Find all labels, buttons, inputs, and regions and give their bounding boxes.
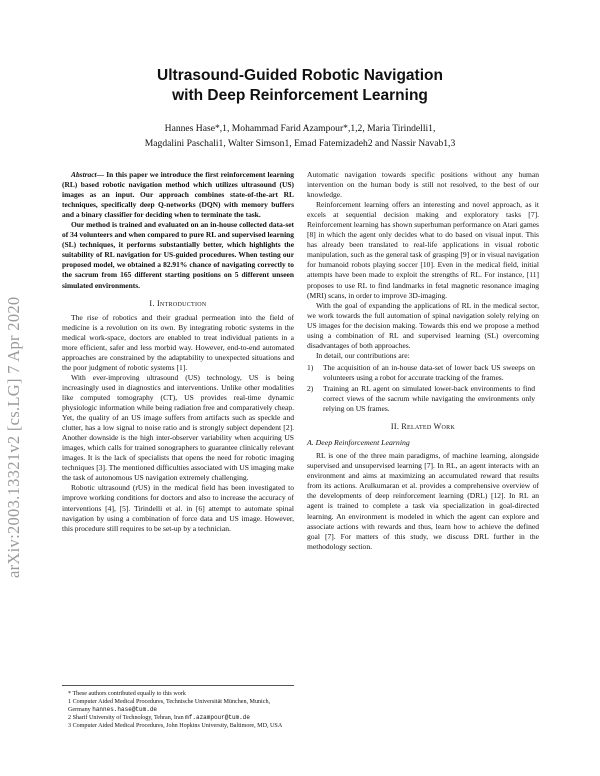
- arxiv-identifier-stamp: arXiv:2003.13321v2 [cs.LG] 7 Apr 2020: [4, 296, 23, 578]
- email-hase: hannes.hase@tum.de: [92, 706, 158, 713]
- footnotes: [62, 685, 294, 730]
- contribution-number: 1): [307, 362, 314, 372]
- contribution-number: 2): [307, 383, 314, 393]
- right-paragraph-3: With the goal of expanding the applications of RL in the medical sector, we work towards the full automation of spinal navigation solely relying on US images for the decision making. Towards this end we propose a method using a combination of RL and supervised learning (SL) overcoming disadvantages of both approaches.: [307, 300, 539, 350]
- footnote-affiliation-2-text: 2 Sharif University of Technology, Tehran, Iran: [68, 715, 184, 721]
- intro-paragraph-2: With ever-improving ultrasound (US) technology, US is being increasingly used in diagnostics and interventions. Unlike other modalities like computed tomography (CT), US provides real-time dynamic physiologic information while being radiation free and comparatively cheap. Yet, the quality of an US image suffers from artifacts such as speckle and clutter, has a low signal to noise ratio and is strongly subject dependent [2]. Another downside is the high inter-observer variability when acquiring US images, which calls for trained sonographers to guarantee clinically relevant images. It is the lack of specialists that opens the need for robotic imaging techniques [3]. The mentioned difficulties associated with US imaging make the task of autonomous US navigation extremely challenging.: [62, 372, 294, 483]
- abstract-text-1: — In this paper we introduce the first reinforcement learning (RL) based robotic navigation method which utilizes ultrasound (US) images as an input. Our approach combines state-of-the-art RL techniques, specifically deep Q-networks (DQN) with memory buffers and a binary classifier for deciding when to terminate the task.: [62, 170, 294, 220]
- authors-line-2: Magdalini Paschali1, Walter Simson1, Emad Fatemizadeh2 and Nassir Navab1,3: [144, 138, 456, 149]
- abstract-paragraph-1: [62, 170, 294, 220]
- subsection-heading-drl: A. Deep Reinforcement Learning: [307, 438, 410, 448]
- list-item: [307, 384, 539, 414]
- related-paragraph-1: RL is one of the three main paradigms, of machine learning, alongside supervised and unsupervised learning [7]. In RL, an agent interacts with an environment and aims at maximizing an accumulated reward that results from its actions. Arulkumaran et al. provides a comprehensive overview of the developments of deep reinforcement learning (DRL) [12]. In RL an agent is trained to complete a task via specialization in goal-directed learning. An environment is modeled in which the agent can explore and associate actions with rewards and thus, learn how to achieve the defined goal [7]. For matters of this study, we discuss DRL further in the methodology section.: [307, 451, 539, 551]
- email-azampour: mf.azampour@tum.de: [185, 714, 250, 721]
- footnote-affiliation-1: [62, 698, 294, 714]
- footnote-affiliation-2: [62, 714, 294, 722]
- contributions-list: [307, 363, 539, 414]
- right-column: [307, 170, 539, 552]
- footnote-affiliation-3: 3 Computer Aided Medical Procedures, John Hopkins University, Baltimore, MD, USA: [68, 723, 283, 729]
- right-paragraph-4: In detail, our contributions are:: [316, 350, 410, 360]
- title-line-1: Ultrasound-Guided Robotic Navigation: [157, 67, 443, 84]
- authors-line-1: Hannes Hase*,1, Mohammad Farid Azampour*,1,2, Maria Tirindelli1,: [164, 123, 436, 134]
- left-column: [62, 170, 294, 534]
- contribution-text: Training an RL agent on simulated lower-back environments to find correct views of the sacrum while navigating the environments only relying on US frames.: [323, 383, 535, 414]
- right-paragraph-2: Reinforcement learning offers an interesting and novel approach, as it excels at sequential decision making and exploratory tasks [7]. Reinforcement learning has shown superhuman performance on Atari games [8] in which the agent only decides what to do based on visual input. This has already been translated to real-life applications in visual robotic manipulation, such as the general task of grasping [9] or in visual navigation for humanoid robots playing soccer [10]. Even in the medical field, initial attempts have been made to exploit the strengths of RL. For instance, [11] proposes to use RL to find landmarks in fetal magnetic resonance imaging (MRI) scans, in order to improve 3D-imaging.: [307, 200, 539, 300]
- paper-title: [60, 66, 540, 106]
- section-heading-introduction: I. Introduction: [149, 298, 207, 308]
- footnote-affiliation-1-text: 1 Computer Aided Medical Procedures, Technische Universität München, Munich, Germany: [68, 699, 271, 713]
- intro-paragraph-3: Robotic ultrasound (rUS) in the medical field has been investigated to improve working conditions for doctors and also to increase the accuracy of interventions [4], [5]. Tirindelli et al. in [6] attempt to automate spinal navigation by using a combination of force data and US image. However, this procedure still requires to be set-up by a technician.: [62, 483, 294, 533]
- intro-paragraph-1: The rise of robotics and their gradual permeation into the field of medicine is a revolution on its own. By integrating robotic systems in the medical work-space, doctors are enabled to treat individual patients in a more efficient, safer and less morbid way. However, end-to-end automated approaches are constrained by the adaptability to unexpected situations and the poor judgment of robotic systems [1].: [62, 312, 294, 372]
- section-heading-related-work: II. Related Work: [390, 422, 456, 432]
- list-item: [307, 363, 539, 383]
- author-list: [70, 121, 530, 151]
- abstract-paragraph-2: Our method is trained and evaluated on an in-house collected data-set of 34 volunteers and when compared to pure RL and supervised learning (SL) techniques, it performs substantially better, which highlights the suitability of RL navigation for US-guided procedures. When testing our proposed model, we obtained a 82.91% chance of navigating correctly to the sacrum from 165 different starting positions on 5 different unseen simulated environments.: [62, 220, 294, 290]
- abstract-label: Abstract: [71, 170, 97, 179]
- contribution-text: The acquisition of an in-house data-set of lower back US sweeps on volunteers using a robot for accurate tracking of the frames.: [323, 362, 535, 382]
- title-line-2: with Deep Reinforcement Learning: [172, 87, 428, 104]
- right-paragraph-1: Automatic navigation towards specific positions without any human intervention on the human body is still not resolved, to the best of our knowledge.: [307, 170, 539, 200]
- footnote-equal-contribution: * These authors contributed equally to this work: [68, 691, 186, 697]
